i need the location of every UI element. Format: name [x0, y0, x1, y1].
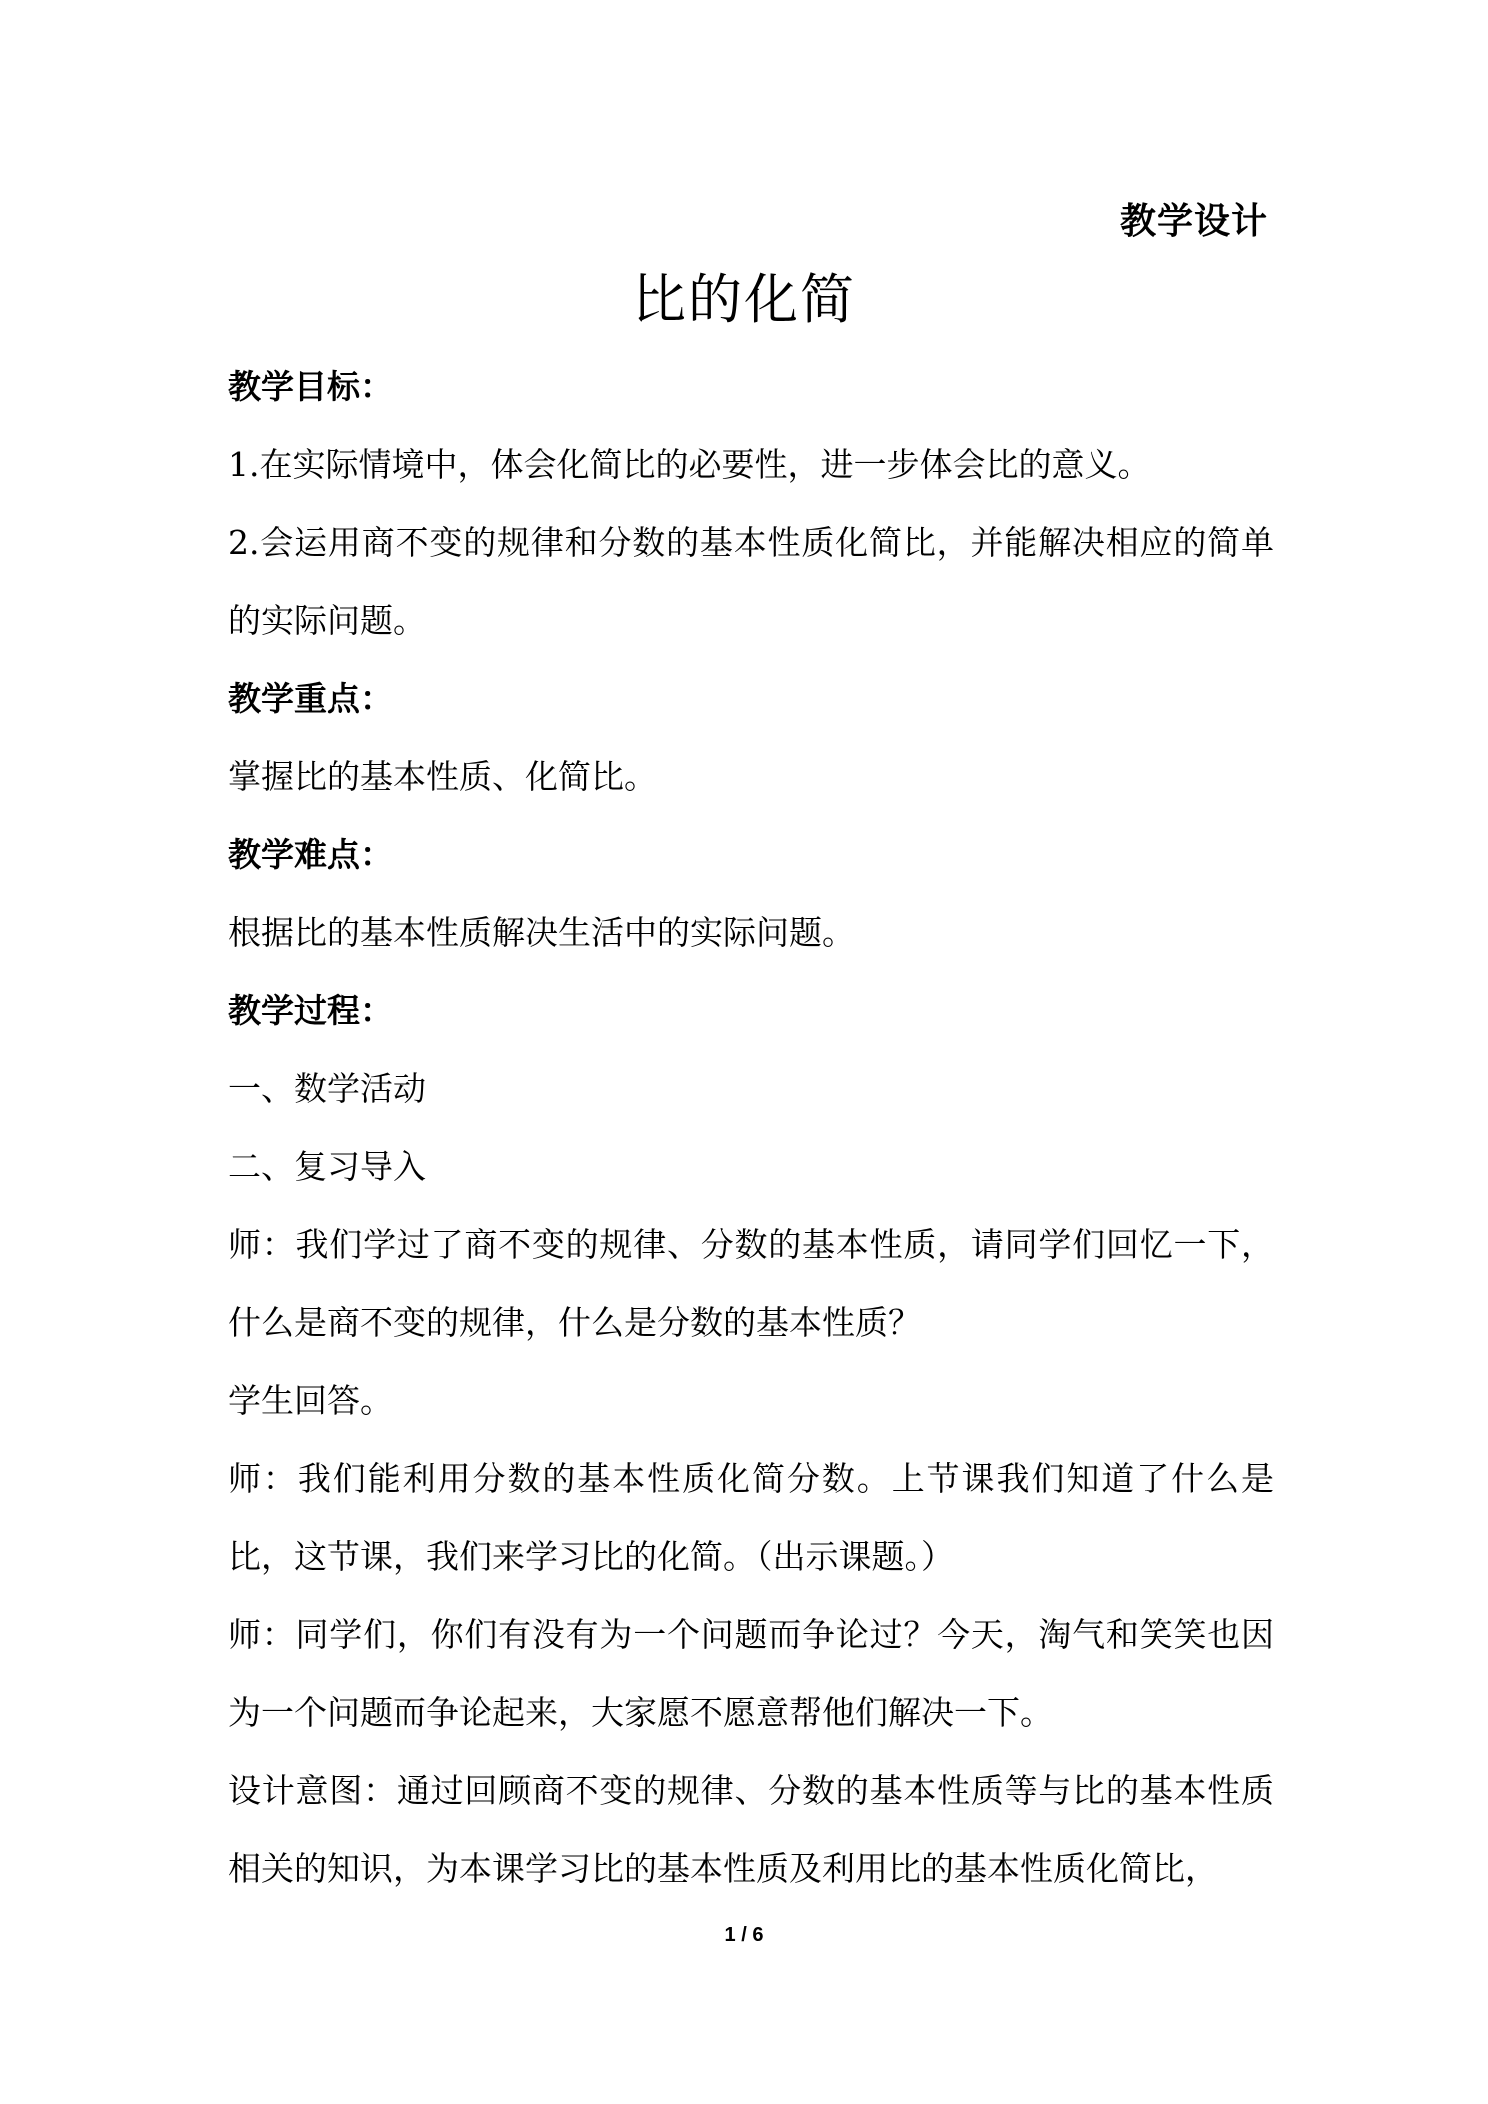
paragraph: 师：我们能利用分数的基本性质化简分数。上节课我们知道了什么是比，这节课，我们来学习比的化简。（出示课题。）	[228, 1459, 1274, 1576]
paragraph: 设计意图：通过回顾商不变的规律、分数的基本性质等与比的基本性质相关的知识，为本课学习比的基本性质及利用比的基本性质化简比，	[228, 1771, 1274, 1888]
section-heading-objectives: 教学目标：	[228, 367, 393, 406]
paragraph: 掌握比的基本性质、化简比。	[228, 757, 657, 796]
paragraph: 一、数学活动	[228, 1069, 426, 1108]
paragraph: 2.会运用商不变的规律和分数的基本性质化简比，并能解决相应的简单的实际问题。	[228, 523, 1274, 640]
paragraph: 二、复习导入	[228, 1147, 426, 1186]
paragraph: 根据比的基本性质解决生活中的实际问题。	[228, 913, 855, 952]
page-number: 1 / 6	[724, 1924, 764, 1946]
paragraph: 师：我们学过了商不变的规律、分数的基本性质，请同学们回忆一下，什么是商不变的规律，什么是分数的基本性质？	[228, 1225, 1274, 1342]
paragraph: 1.在实际情境中，体会化简比的必要性，进一步体会比的意义。	[228, 445, 1151, 484]
paragraph: 学生回答。	[228, 1381, 393, 1420]
section-heading-key-points: 教学重点：	[228, 679, 393, 718]
section-heading-process: 教学过程：	[228, 991, 393, 1030]
document-type-label: 教学设计	[1119, 200, 1268, 242]
page-title: 比的化简	[632, 268, 856, 331]
section-heading-difficulties: 教学难点：	[228, 835, 393, 874]
paragraph: 师：同学们，你们有没有为一个问题而争论过？今天，淘气和笑笑也因为一个问题而争论起来，大家愿不愿意帮他们解决一下。	[228, 1615, 1274, 1732]
document-body	[228, 348, 1274, 1908]
